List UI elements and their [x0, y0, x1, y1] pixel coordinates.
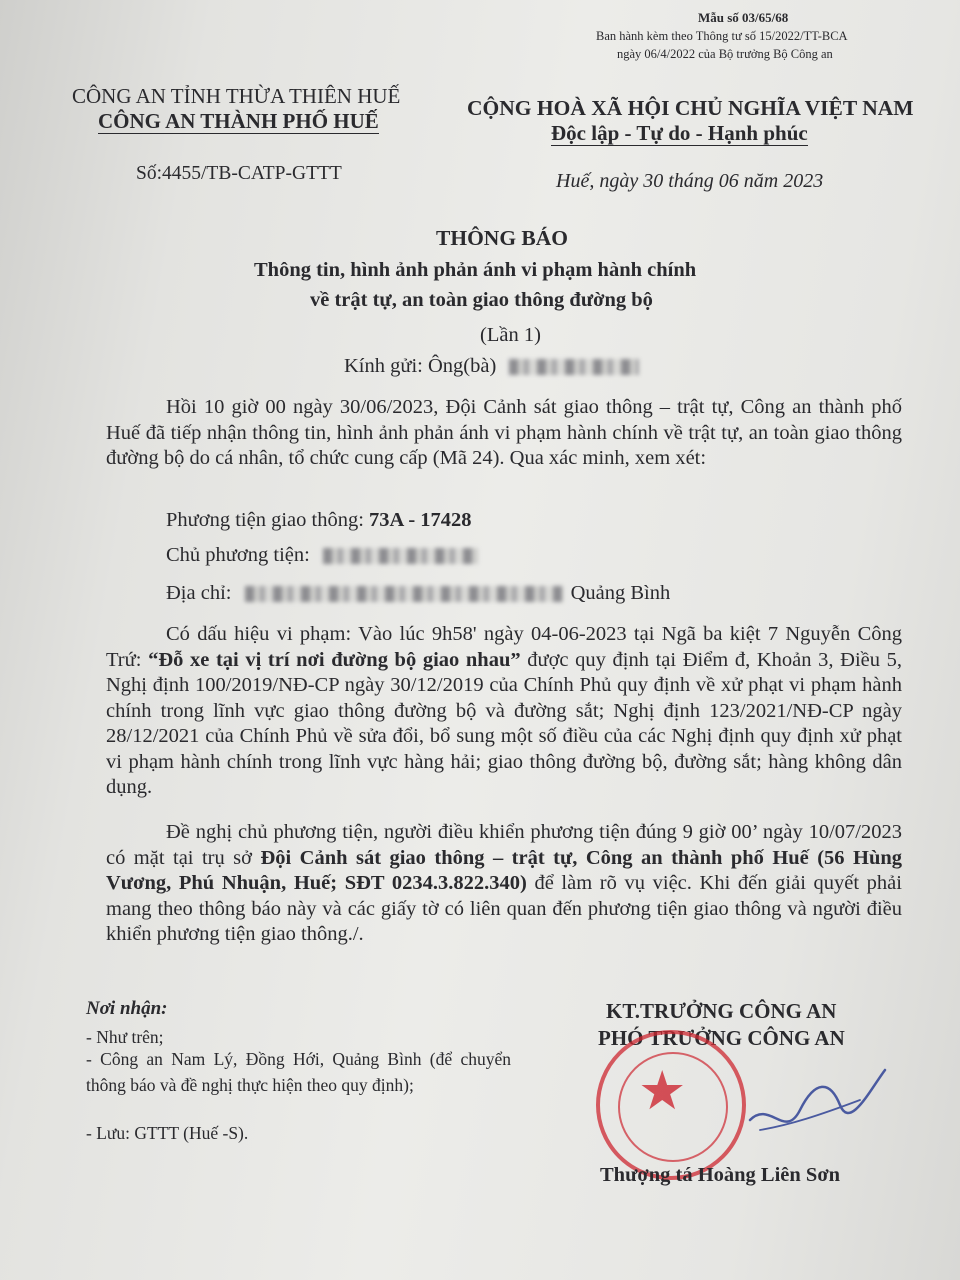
recipient-2: - Công an Nam Lý, Đồng Hới, Quảng Bình (để chuyển thông báo và đề nghị thực hiện theo quy định); — [86, 1049, 511, 1095]
paragraph-request — [106, 820, 902, 948]
addressee-label: Kính gửi: Ông(bà) — [344, 355, 497, 377]
paragraph-receipt: Hồi 10 giờ 00 ngày 30/06/2023, Đội Cảnh sát giao thông – trật tự, Công an thành phố Huế đã tiếp nhận thông tin, hình ảnh phản ánh vi phạm hành chính về trật tự, an toàn giao thông đường bộ do cá nhân, tổ chức cung cấp (Mã 24). Qua xác minh, xem xét: — [106, 396, 902, 469]
notice-subtitle-2: về trật tự, an toàn giao thông đường bộ — [310, 289, 653, 311]
address-label: Địa chỉ: — [166, 582, 232, 604]
redacted-owner — [323, 548, 478, 564]
vehicle-label: Phương tiện giao thông: — [166, 509, 370, 531]
nation-title: CỘNG HOÀ XÃ HỘI CHỦ NGHĨA VIỆT NAM — [467, 96, 914, 120]
request-intro: Đề nghị chủ phương tiện, người điều khiển phương tiện đúng 9 giờ 00’ ngày 10/07/2023 có mặt tại trụ sở — [106, 821, 902, 869]
vehicle-plate: 73A - 17428 — [369, 509, 472, 531]
violation-legal-basis: được quy định tại Điểm đ, Khoản 3, Điều 5, Nghị định 100/2019/NĐ-CP ngày 30/12/2019 của Chính Phủ quy định về xử phạt vi phạm hành chính trong lĩnh vực giao thông đường bộ và đường sắt; Nghị định 123/2021/NĐ-CP ngày 28/12/2021 của Chính Phủ về sửa đổi, bổ sung một số điều của các Nghị định quy định xử phạt vi phạm hành chính trong lĩnh vực hàng hải; giao thông đường bộ, đường sắt; hàng không dân dụng. — [106, 648, 902, 798]
form-issued-line-1: Ban hành kèm theo Thông tư số 15/2022/TT-BCA — [596, 29, 848, 43]
notice-round: (Lần 1) — [480, 324, 541, 346]
agency-name — [98, 109, 379, 134]
place-date: Huế, ngày 30 tháng 06 năm 2023 — [556, 170, 824, 192]
seal-star-icon: ★ — [638, 1059, 687, 1122]
addressee — [344, 355, 639, 378]
paragraph-violation — [106, 622, 902, 801]
motto — [551, 121, 808, 146]
form-number: Mẫu số 03/65/68 — [698, 10, 789, 25]
recipient-3: - Lưu: GTTT (Huế -S). — [86, 1123, 249, 1143]
signoff-line-2: PHÓ TRƯỞNG CÔNG AN — [598, 1026, 845, 1050]
owner-label: Chủ phương tiện: — [166, 544, 310, 566]
agency-name-text: CÔNG AN THÀNH PHỐ HUẾ — [98, 109, 379, 133]
redacted-name — [509, 359, 639, 375]
address-province: Quảng Bình — [570, 582, 671, 604]
form-issued-line-2: ngày 06/4/2022 của Bộ trưởng Bộ Công an — [617, 47, 833, 61]
recipients-label: Nơi nhận: — [86, 998, 168, 1019]
notice-title: THÔNG BÁO — [436, 226, 569, 250]
request-place: Đội Cảnh sát giao thông – trật tự, Công an thành phố Huế (56 Hùng Vương, Phú Nhuận, Huế; SĐT 0234.3.822.340) — [106, 846, 903, 894]
motto-text: Độc lập - Tự do - Hạnh phúc — [551, 121, 808, 145]
violation-intro: Có dấu hiệu vi phạm: Vào lúc 9h58' ngày 04-06-2023 tại Ngã ba kiệt 7 Nguyễn Công Trứ: — [106, 623, 902, 671]
agency-parent: CÔNG AN TỈNH THỪA THIÊN HUẾ — [72, 84, 401, 108]
recipient-1: - Như trên; — [86, 1027, 164, 1047]
official-seal — [596, 1030, 746, 1180]
notice-subtitle-1: Thông tin, hình ảnh phản ánh vi phạm hành chính — [254, 259, 697, 281]
address-line — [166, 582, 670, 605]
violation-act: “Đỗ xe tại vị trí nơi đường bộ giao nhau” — [148, 648, 521, 671]
signoff-line-1: KT.TRƯỞNG CÔNG AN — [606, 999, 837, 1023]
document-number: Số:4455/TB-CATP-GTTT — [136, 163, 342, 184]
owner-line — [166, 544, 478, 567]
request-outro: để làm rõ vụ việc. Khi đến giải quyết phải mang theo thông báo này và các giấy tờ có liên quan đến phương tiện giao thông và người điều khiển phương tiện giao thông./. — [106, 872, 902, 945]
redacted-address — [245, 586, 563, 602]
signer-name: Thượng tá Hoàng Liên Sơn — [600, 1164, 841, 1186]
signature-mark — [740, 1060, 890, 1150]
vehicle-line — [166, 509, 472, 532]
